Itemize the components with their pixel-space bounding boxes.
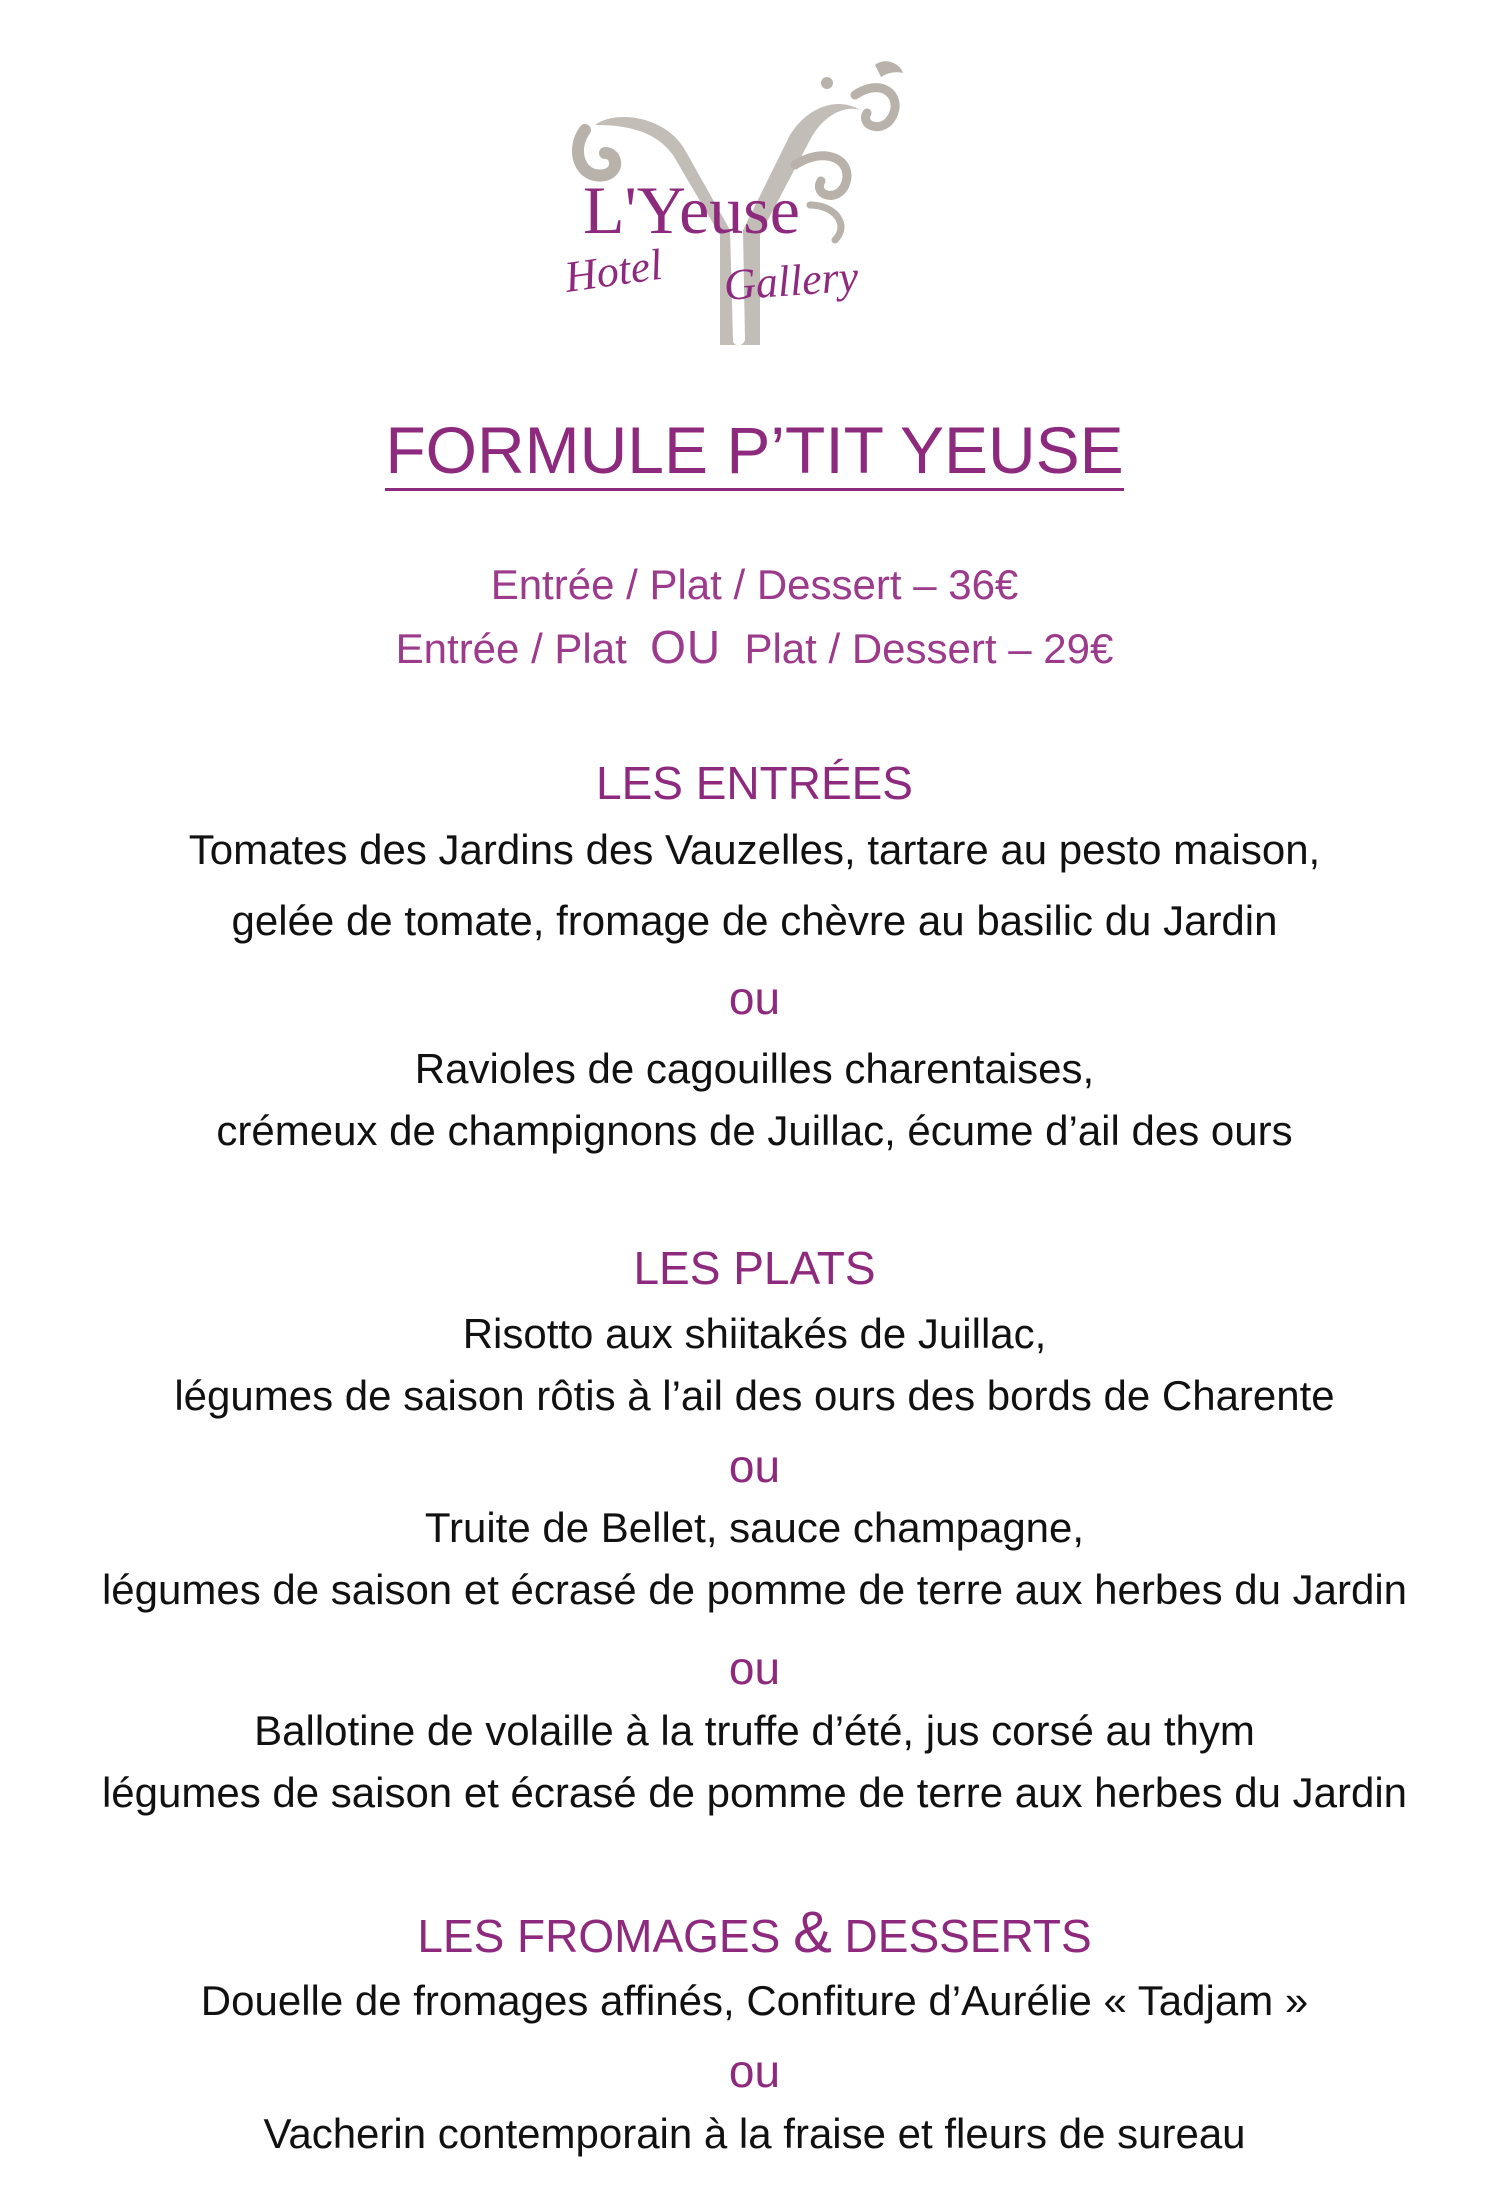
logo-hotel: Hotel xyxy=(561,239,666,302)
entree-1-line-1: Tomates des Jardins des Vauzelles, tartare au pesto maison, xyxy=(188,826,1321,873)
separator-ou: ou xyxy=(728,1642,781,1694)
price-short-a: Entrée / Plat xyxy=(395,625,651,672)
entree-2-line-1: Ravioles de cagouilles charentaises, xyxy=(414,1045,1095,1092)
logo-gallery: Gallery xyxy=(722,251,860,310)
section-entrees-title: LES ENTRÉES xyxy=(596,757,913,809)
plat-1-line-1: Risotto aux shiitakés de Juillac, xyxy=(462,1310,1047,1357)
price-short-b: Plat / Dessert – 29€ xyxy=(721,625,1114,672)
separator-ou: ou xyxy=(728,2045,781,2097)
price-full-text: Entrée / Plat / Dessert – 36€ xyxy=(490,561,1019,608)
separator-ou: ou xyxy=(728,1440,781,1492)
dessert-2-line-1: Vacherin contemporain à la fraise et fleurs de sureau xyxy=(263,2110,1246,2157)
section-desserts-title: LES FROMAGES & DESSERTS xyxy=(417,1900,1092,1965)
plat-3-line-1: Ballotine de volaille à la truffe d’été, jus corsé au thym xyxy=(254,1707,1255,1754)
menu-title-text: FORMULE P’TIT YEUSE xyxy=(385,414,1123,491)
price-line-short xyxy=(0,622,1509,674)
plat-2-line-2: légumes de saison et écrasé de pomme de terre aux herbes du Jardin xyxy=(101,1566,1408,1613)
section-plats-title: LES PLATS xyxy=(633,1242,876,1294)
entree-2-line-2: crémeux de champignons de Juillac, écume d’ail des ours xyxy=(216,1107,1293,1154)
dessert-1-line-1: Douelle de fromages affinés, Confiture d’Aurélie « Tadjam » xyxy=(200,1977,1309,2024)
price-line-full xyxy=(0,560,1509,610)
hotel-logo xyxy=(555,55,915,355)
entree-1-line-2: gelée de tomate, fromage de chèvre au basilic du Jardin xyxy=(231,897,1278,944)
menu-title xyxy=(0,410,1509,491)
plat-1-line-2: légumes de saison rôtis à l’ail des ours des bords de Charente xyxy=(174,1372,1335,1419)
separator-ou: ou xyxy=(728,972,781,1024)
plat-3-line-2: légumes de saison et écrasé de pomme de terre aux herbes du Jardin xyxy=(101,1769,1408,1816)
logo-name: L'Yeuse xyxy=(583,172,800,248)
price-short-ou: OU xyxy=(650,621,722,673)
logo-graphic xyxy=(555,55,915,355)
plat-2-line-1: Truite de Bellet, sauce champagne, xyxy=(424,1504,1085,1551)
